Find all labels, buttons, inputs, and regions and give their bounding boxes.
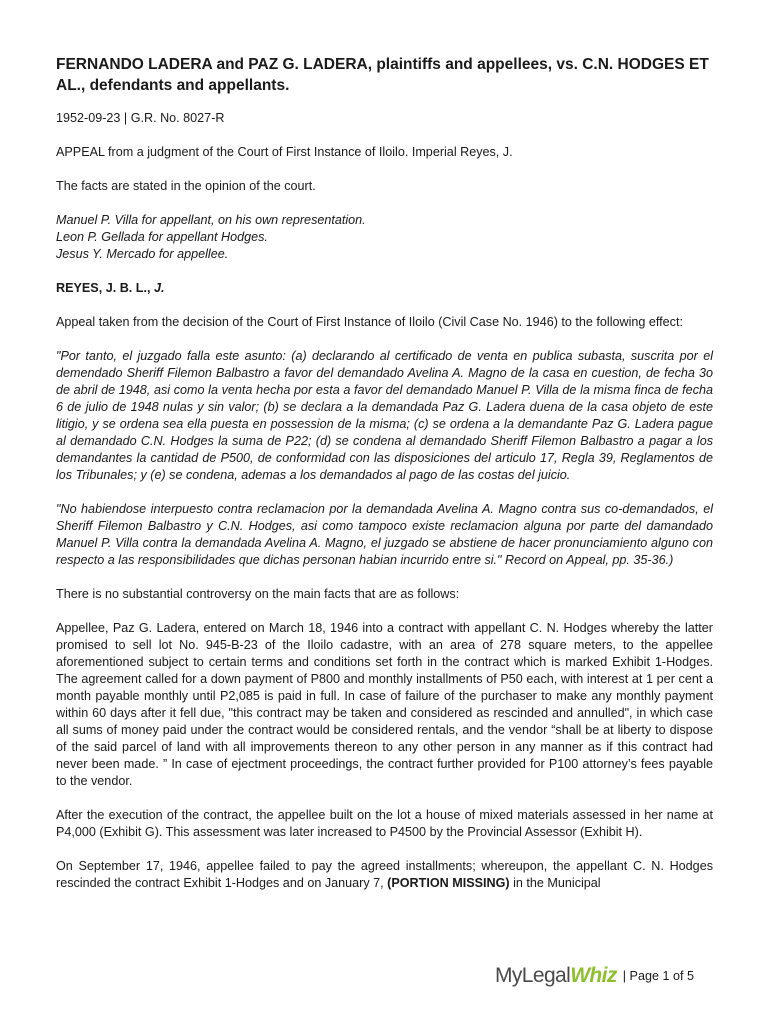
case-title: FERNANDO LADERA and PAZ G. LADERA, plaintiffs and appellees, vs. C.N. HODGES ET AL., defendants and appellants.	[56, 56, 709, 94]
counsel-line: Manuel P. Villa for appellant, on his own representation.	[56, 213, 366, 227]
portion-missing-label: (PORTION MISSING)	[387, 876, 510, 890]
appeal-paragraph: Appeal taken from the decision of the Court of First Instance of Iloilo (Civil Case No. 1946) to the following effect:	[56, 315, 683, 329]
failed-payment-paragraph	[56, 858, 713, 892]
mylegalwhiz-logo[interactable]	[495, 964, 617, 988]
case-citation: 1952-09-23 | G.R. No. 8027-R	[56, 111, 225, 125]
failed-payment-text: On September 17, 1946, appellee failed to pay the agreed installments; whereupon, the appellant C. N. Hodges rescinded the contract Exhibit 1-Hodges and on January 7,	[56, 859, 713, 890]
dispositive-quote-2: "No habiendose interpuesto contra reclamacion por la demandada Avelina A. Magno contra sus co-demandados, el Sheriff Filemon Balbastro y C.N. Hodges, asi como tampoco existe reclamacion alguna por parte del damandado Manuel P. Villa contra la demandada Avelina A. Magno, el juzgado se abstiene de hacer pronunciamiento alguno con respecto a las responsibilidades que dichas personan habian incurrido entre si." Record on Appeal, pp. 35-36.)	[56, 502, 713, 567]
logo-prefix: MyLegal	[495, 964, 571, 987]
ponente-suffix: J.	[153, 281, 165, 295]
facts-stated-line: The facts are stated in the opinion of the court.	[56, 179, 316, 193]
document-page	[56, 54, 713, 909]
counsel-block	[56, 212, 713, 263]
counsel-line: Leon P. Gellada for appellant Hodges.	[56, 230, 268, 244]
house-paragraph: After the execution of the contract, the appellee built on the lot a house of mixed materials assessed in her name at P4,000 (Exhibit G). This assessment was later increased to P4500 by the Provincial Assessor (Exhibit H).	[56, 808, 713, 839]
contract-paragraph: Appellee, Paz G. Ladera, entered on March 18, 1946 into a contract with appellant C. N. Hodges whereby the latter promised to sell lot No. 945-B-23 of the Iloilo cadastre, with an area of 278 square meters, to the appellee aforementioned subject to certain terms and conditions set forth in the contract which is marked Exhibit 1-Hodges. The agreement called for a down payment of P800 and monthly installments of P50 each, with interest at 1 per cent a month payable monthly until P2,085 is paid in full. In case of failure of the purchaser to make any monthly payment within 60 days after it fell due, "this contract may be taken and considered as rescinded and annulled", in which case all sums of money paid under the contract would be considered rentals, and the vendor “shall be at liberty to dispose of the said parcel of land with all improvements thereon to any other person in any manner as if this contract had never been made. ” In case of ejectment proceedings, the contract further provided for P100 attorney’s fees payable to the vendor.	[56, 621, 713, 788]
page-number: | Page 1 of 5	[622, 969, 694, 983]
ponente-name: REYES, J. B. L.,	[56, 281, 151, 295]
ponente-line	[56, 280, 713, 297]
counsel-line: Jesus Y. Mercado for appellee.	[56, 247, 229, 261]
failed-payment-text-end: in the Municipal	[513, 876, 601, 890]
page-footer	[495, 963, 694, 989]
no-controversy-paragraph: There is no substantial controversy on the main facts that are as follows:	[56, 587, 460, 601]
appeal-line: APPEAL from a judgment of the Court of First Instance of Iloilo. Imperial Reyes, J.	[56, 145, 513, 159]
logo-suffix: Whiz	[570, 964, 617, 987]
dispositive-quote-1: "Por tanto, el juzgado falla este asunto: (a) declarando al certificado de venta en publica subasta, suscrita por el demendado Sheriff Filemon Balbastro a favor del demandado Avelina A. Magno de la casa en cuestion, de fecha 3o de abril de 1948, asi como la venta hecha por esta a favor del demandado Manuel P. Villa de la misma finca de fecha 6 de julio de 1948 nulas y sin valor; (b) se declara a la demandada Paz G. Ladera duena de la casa objeto de este litigio, y se ordena sea ella puesta en possession de la misma; (c) se ordena a la demandante Paz G. Ladera pague al demandado C.N. Hodges la suma de P22; (d) se condena al demandado Sheriff Filemon Balbastro a pagar a los demandantes la cantidad de P500, de conformidad con las disposiciones del articulo 17, Regla 39, Reglamentos de los Tribunales; y (e) se condena, ademas a los demandados al pago de las costas del juicio.	[56, 349, 713, 482]
